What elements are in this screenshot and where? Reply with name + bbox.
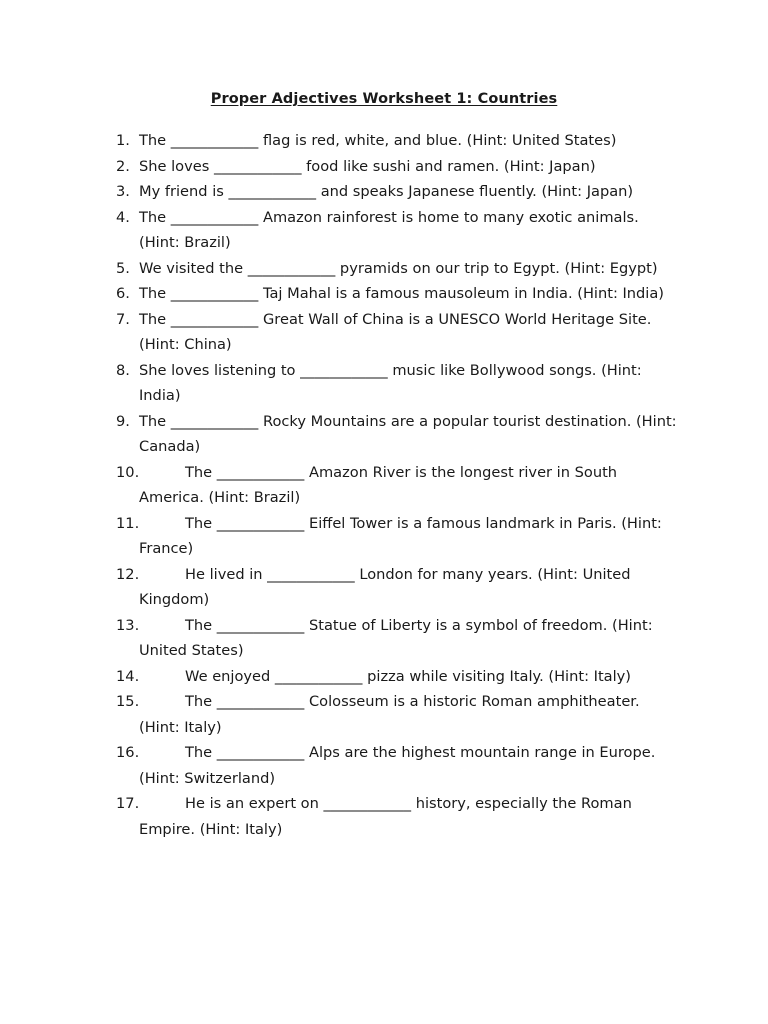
- question-text: The ____________ Great Wall of China is a UNESCO World Heritage Site. (Hint: China): [139, 310, 652, 353]
- question-number: 7.: [116, 310, 130, 328]
- question-number: 4.: [116, 208, 130, 226]
- question-text: The ____________ Statue of Liberty is a symbol of freedom. (Hint: United States): [139, 616, 653, 659]
- question-item: [0, 511, 768, 562]
- question-text: The ____________ Amazon rainforest is home to many exotic animals. (Hint: Brazil): [139, 208, 639, 251]
- question-item: [0, 740, 768, 791]
- question-number: 3.: [116, 183, 130, 200]
- question-number: 2.: [116, 157, 130, 175]
- question-number: 17.: [116, 795, 140, 812]
- question-number: 11.: [116, 514, 140, 532]
- question-text: The ____________ Eiffel Tower is a famous landmark in Paris. (Hint: France): [139, 514, 662, 557]
- question-text: The ____________ Alps are the highest mountain range in Europe. (Hint: Switzerland): [139, 744, 656, 787]
- question-text: She loves listening to ____________ music like Bollywood songs. (Hint: India): [139, 361, 642, 404]
- question-text: The ____________ Rocky Mountains are a popular tourist destination. (Hint: Canada): [139, 412, 677, 455]
- question-item: [0, 791, 768, 842]
- question-number: 14.: [116, 667, 140, 685]
- question-text: The ____________ Colosseum is a historic Roman amphitheater. (Hint: Italy): [139, 693, 640, 736]
- question-number: 8.: [116, 361, 130, 379]
- question-item: [0, 179, 768, 205]
- question-number: 13.: [116, 616, 140, 634]
- question-text: She loves ____________ food like sushi and ramen. (Hint: Japan): [139, 157, 596, 175]
- question-number: 16.: [116, 744, 140, 761]
- question-number: 15.: [116, 693, 140, 710]
- question-text: He is an expert on ____________ history, especially the Roman Empire. (Hint: Italy): [139, 795, 632, 838]
- question-item: [0, 256, 768, 282]
- question-number: 1.: [116, 132, 130, 149]
- question-text: He lived in ____________ London for many years. (Hint: United Kingdom): [139, 565, 631, 608]
- question-list: [0, 128, 768, 842]
- question-number: 6.: [116, 285, 130, 302]
- question-text: We enjoyed ____________ pizza while visiting Italy. (Hint: Italy): [185, 667, 631, 685]
- question-text: My friend is ____________ and speaks Japanese fluently. (Hint: Japan): [139, 183, 634, 200]
- question-text: The ____________ Amazon River is the longest river in South America. (Hint: Brazil): [139, 463, 618, 506]
- question-item: [0, 409, 768, 460]
- question-number: 5.: [116, 259, 130, 277]
- question-text: The ____________ flag is red, white, and blue. (Hint: United States): [139, 132, 617, 149]
- question-item: [0, 460, 768, 511]
- question-number: 9.: [116, 412, 130, 430]
- question-item: [0, 154, 768, 180]
- question-number: 12.: [116, 565, 140, 583]
- question-item: [0, 689, 768, 740]
- question-item: [0, 664, 768, 690]
- question-item: [0, 613, 768, 664]
- question-item: [0, 307, 768, 358]
- question-text: The ____________ Taj Mahal is a famous mausoleum in India. (Hint: India): [139, 285, 665, 302]
- question-text: We visited the ____________ pyramids on our trip to Egypt. (Hint: Egypt): [139, 259, 658, 277]
- question-item: [0, 205, 768, 256]
- worksheet-title: Proper Adjectives Worksheet 1: Countries: [210, 91, 558, 107]
- question-item: [0, 281, 768, 307]
- question-number: 10.: [116, 463, 140, 481]
- question-item: [0, 562, 768, 613]
- question-item: [0, 358, 768, 409]
- question-item: [0, 128, 768, 154]
